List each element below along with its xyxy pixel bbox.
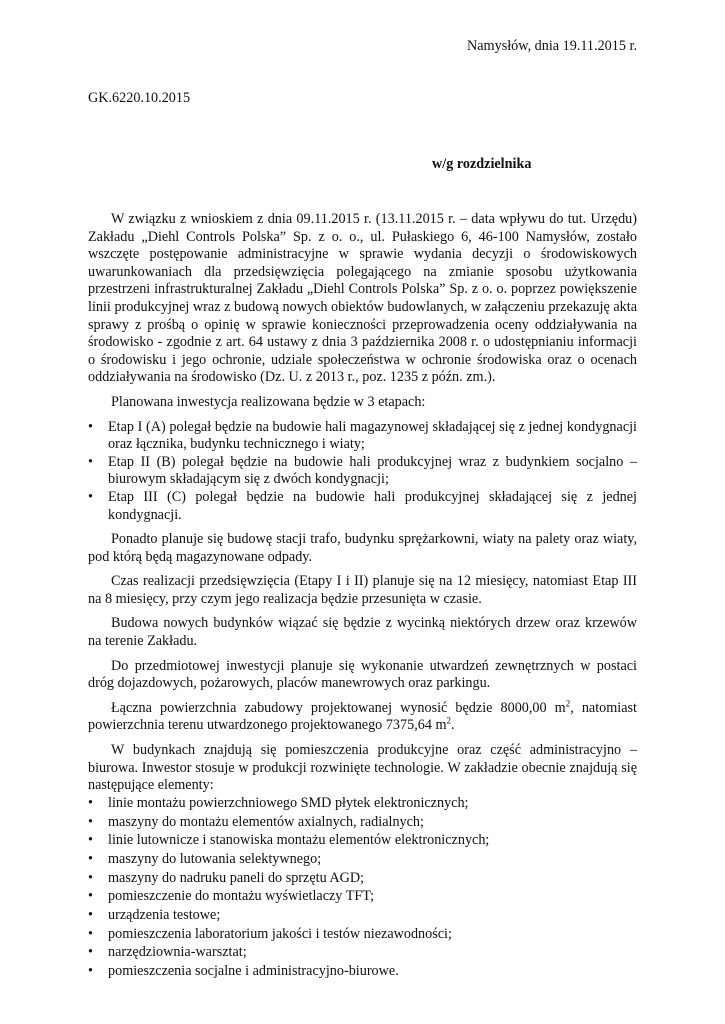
trees-paragraph: Budowa nowych budynków wiązać się będzie z wycinką niektórych drzew oraz krzewów na terenie Zakładu. — [88, 615, 637, 650]
list-item: • Etap II (B) polegał będzie na budowie hali produkcyjnej wraz z budynkiem socjalno – biurowym składającym się z dwóch kondygnacji; — [88, 454, 637, 489]
list-item: • maszyny do nadruku paneli do sprzętu AGD; — [88, 870, 637, 888]
list-item: • pomieszczenie do montażu wyświetlaczy TFT; — [88, 888, 637, 906]
stages-list — [88, 419, 637, 525]
list-item: • narzędziownia-warsztat; — [88, 944, 637, 962]
list-item: • linie montażu powierzchniowego SMD płytek elektronicznych; — [88, 795, 637, 813]
list-item: • Etap I (A) polegał będzie na budowie hali magazynowej składającej się z jednej kondygnacji oraz łącznika, budynku technicznego i wiaty; — [88, 419, 637, 454]
case-reference: GK.6220.10.2015 — [88, 90, 191, 106]
list-item: • maszyny do montażu elementów axialnych, radialnych; — [88, 814, 637, 832]
superscript: 2 — [565, 698, 571, 709]
recipient: w/g rozdzielnika — [432, 156, 532, 172]
area-text: Łączna powierzchnia zabudowy projektowanej wynosić będzie 8000,00 m — [111, 699, 566, 716]
list-item: • linie lutownicze i stanowiska montażu elementów elektronicznych; — [88, 832, 637, 850]
schedule-paragraph: Czas realizacji przedsięwzięcia (Etapy I i II) planuje się na 12 miesięcy, natomiast Etap III na 8 miesięcy, przy czym jego realizacja będzie przesunięta w czasie. — [88, 573, 637, 607]
trafo-paragraph: Ponadto planuje się budowę stacji trafo, budynku sprężarkowni, wiaty na palety oraz wiaty, pod którą będą magazynowane odpady. — [88, 531, 637, 565]
letter-body — [88, 211, 637, 988]
list-item: • pomieszczenia laboratorium jakości i testów niezawodności; — [88, 926, 637, 944]
list-item: • Etap III (C) polegał będzie na budowie hali produkcyjnej składającej się z jednej kondygnacji. — [88, 489, 637, 524]
buildings-paragraph: W budynkach znajdują się pomieszczenia produkcyjne oraz część administracyjno – biurowa. Inwestor stosuje w produkcji rozwinięte technologie. W zakładzie obecnie znajdują się następujące elementy: — [88, 742, 637, 794]
elements-list — [88, 795, 637, 981]
area-paragraph — [88, 700, 637, 735]
stages-intro: Planowana inwestycja realizowana będzie w 3 etapach: — [111, 393, 426, 410]
superscript: 2 — [446, 715, 452, 726]
area-text: . — [451, 717, 455, 734]
roads-paragraph: Do przedmiotowej inwestycji planuje się wykonanie utwardzeń zewnętrznych w postaci dróg dojazdowych, pożarowych, placów manewrowych oraz parkingu. — [88, 657, 637, 692]
area-text: , natomiast powierzchnia terenu utwardzonego projektowanego 7375,64 m — [88, 699, 637, 734]
list-item: • pomieszczenia socjalne i administracyjno-biurowe. — [88, 963, 637, 981]
list-item: • urządzenia testowe; — [88, 907, 637, 925]
list-item: • maszyny do lutowania selektywnego; — [88, 851, 637, 869]
place-date: Namysłów, dnia 19.11.2015 r. — [467, 38, 637, 54]
intro-paragraph: W związku z wnioskiem z dnia 09.11.2015 r. (13.11.2015 r. – data wpływu do tut. Urzędu) Zakładu „Diehl Controls Polska” Sp. z o. o., ul. Pułaskiego 6, 46-100 Namysłów, zostało wszczęte postępowanie administracyjne w sprawie wydania decyzji o środowiskowych uwarunkowaniach dla przedsięwzięcia polegającego na zmianie sposobu użytkowania przestrzeni infrastrukturalnej Zakładu „Diehl Controls Polska” Sp. z o. o. poprzez powiększenie linii produkcyjnej wraz z budową nowych obiektów budowlanych, w załączeniu przekazuję akta sprawy z prośbą o opinię w sprawie konieczności przeprowadzenia oceny oddziaływania na środowisko - zgodnie z art. 64 ustawy z dnia 3 października 2008 r. o udostępnianiu informacji o środowisku i jego ochronie, udziale społeczeństwa w ochronie środowiska oraz o ocenach oddziaływania na środowisko (Dz. U. z 2013 r., poz. 1235 z późn. zm.). — [88, 211, 637, 386]
